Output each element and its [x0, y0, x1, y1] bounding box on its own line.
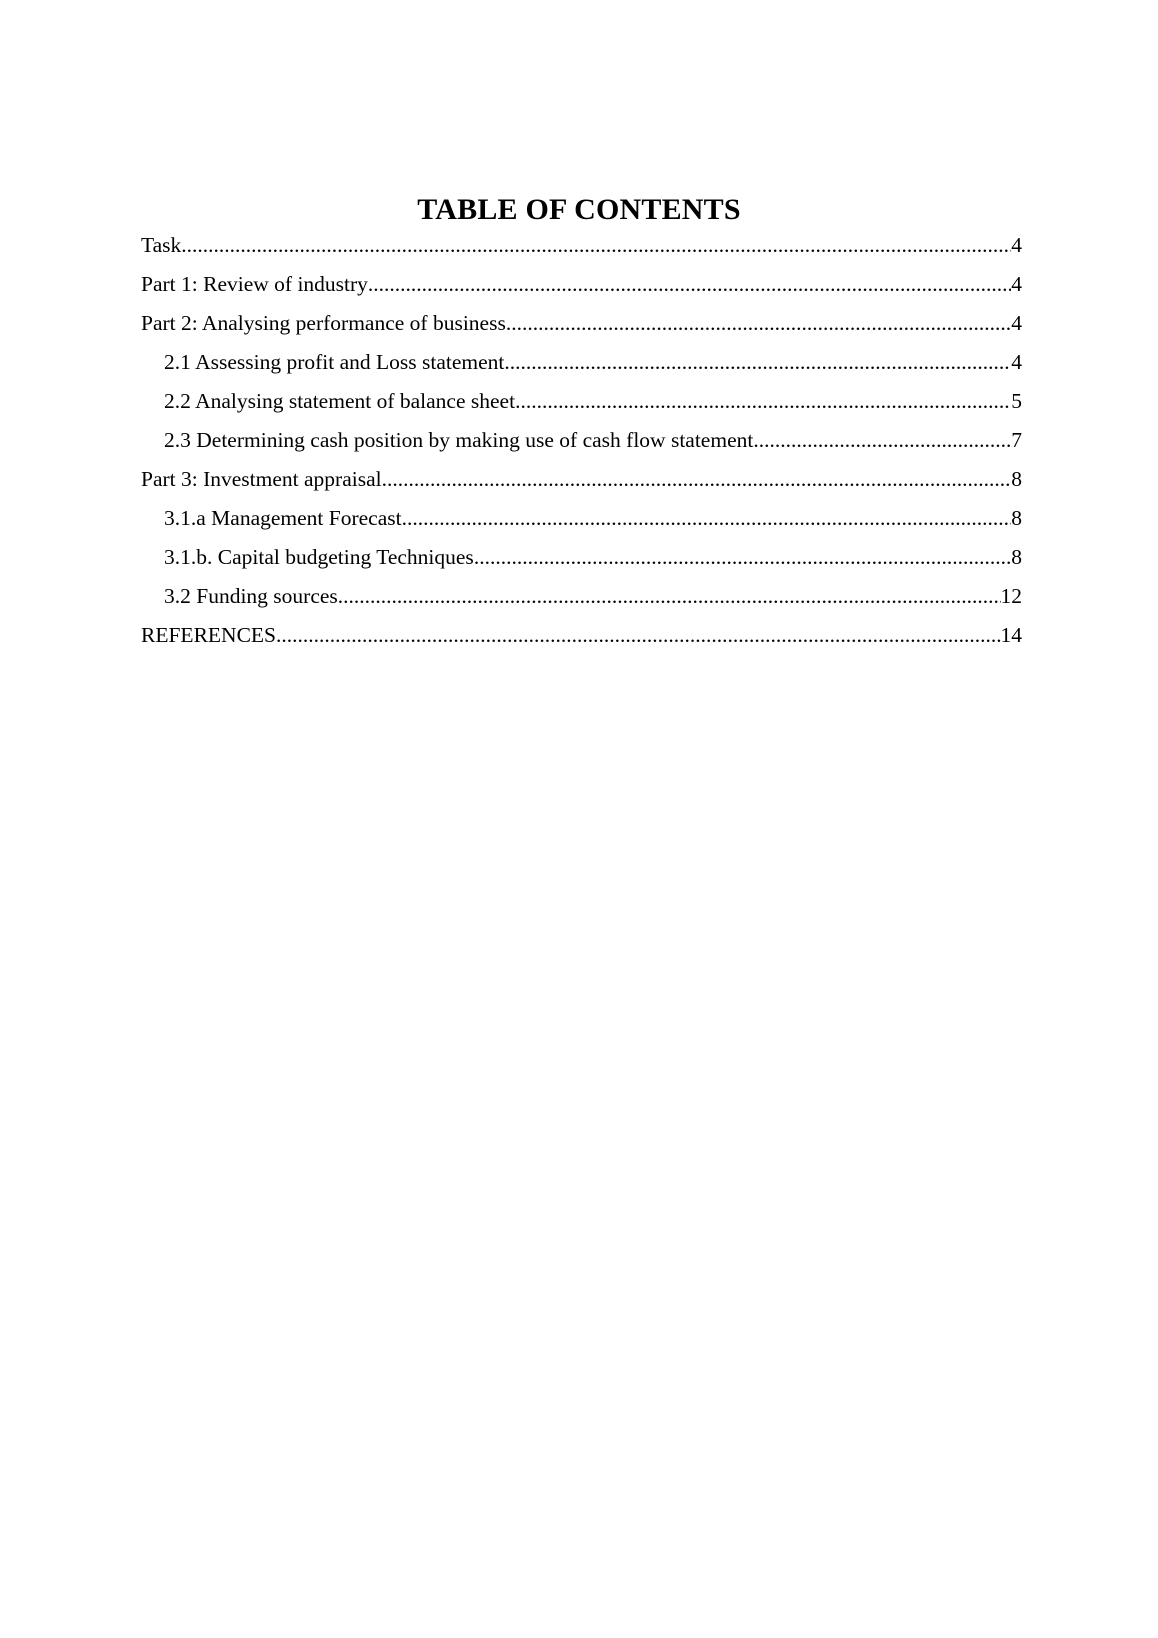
toc-dot-leader: [382, 464, 1012, 494]
toc-entry-label: 3.2 Funding sources: [164, 584, 338, 608]
toc-entry-2-3[interactable]: [141, 425, 1022, 464]
toc-entry-part-3[interactable]: [141, 464, 1022, 503]
toc-entry-label: Part 1: Review of industry: [141, 272, 368, 296]
toc-dot-leader: [338, 581, 1001, 611]
toc-entry-3-2[interactable]: [141, 581, 1022, 620]
toc-dot-leader: [276, 620, 1001, 650]
toc-entry-2-1[interactable]: [141, 347, 1022, 386]
toc-entry-label: 2.2 Analysing statement of balance sheet: [164, 389, 516, 413]
toc-entry-part-1[interactable]: [141, 269, 1022, 308]
toc-entry-3-1-a[interactable]: [141, 503, 1022, 542]
toc-page-number: 7: [1011, 428, 1022, 452]
toc-entry-2-2[interactable]: [141, 386, 1022, 425]
toc-entry-label: 3.1.a Management Forecast: [164, 506, 402, 530]
toc-dot-leader: [515, 386, 1011, 416]
toc-entry-label: Part 3: Investment appraisal: [141, 467, 382, 491]
toc-page-number: 4: [1011, 272, 1022, 296]
toc-page-number: 8: [1011, 506, 1022, 530]
toc-entry-label: Part 2: Analysing performance of business: [141, 311, 506, 335]
toc-entry-label: 2.1 Assessing profit and Loss statement: [164, 350, 505, 374]
toc-entry-task[interactable]: [141, 230, 1022, 269]
toc-dot-leader: [506, 308, 1011, 338]
toc-entry-label: REFERENCES: [141, 623, 276, 647]
toc-page-number: 8: [1011, 545, 1022, 569]
toc-page-number: 12: [1000, 584, 1022, 608]
toc-page-number: 14: [1000, 623, 1022, 647]
toc-dot-leader: [504, 347, 1011, 377]
toc-page-number: 8: [1011, 467, 1022, 491]
toc-entry-part-2[interactable]: [141, 308, 1022, 347]
toc-entry-label: 3.1.b. Capital budgeting Techniques: [164, 545, 474, 569]
toc-dot-leader: [181, 230, 1011, 260]
toc-page-number: 5: [1011, 389, 1022, 413]
toc-dot-leader: [474, 542, 1011, 572]
toc-entry-label: 2.3 Determining cash position by making use of cash flow statement: [164, 428, 754, 452]
toc-entry-3-1-b[interactable]: [141, 542, 1022, 581]
toc-page-number: 4: [1011, 311, 1022, 335]
toc-entry-references[interactable]: [141, 620, 1022, 659]
toc-entry-label: Task: [141, 233, 182, 257]
toc-list: [141, 230, 1022, 659]
toc-title: TABLE OF CONTENTS: [417, 193, 741, 226]
toc-page-number: 4: [1011, 233, 1022, 257]
toc-dot-leader: [753, 425, 1011, 455]
toc-dot-leader: [402, 503, 1012, 533]
toc-dot-leader: [368, 269, 1011, 299]
toc-page-number: 4: [1011, 350, 1022, 374]
